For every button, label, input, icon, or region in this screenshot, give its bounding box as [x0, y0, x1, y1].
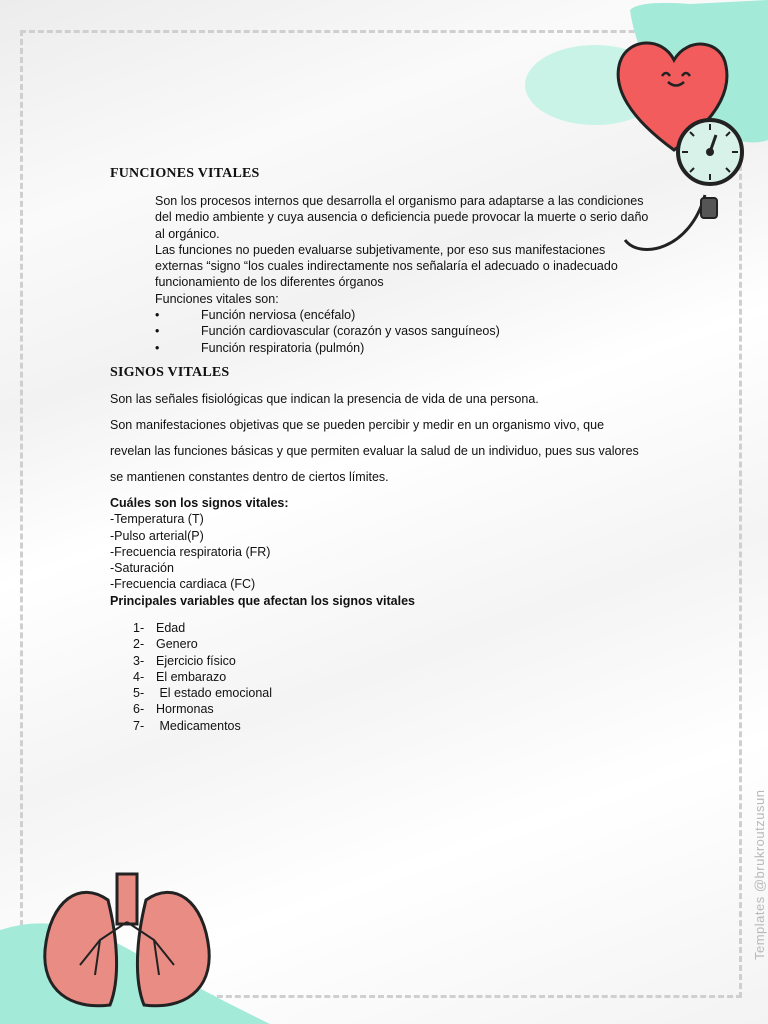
list-item: 5- El estado emocional	[133, 686, 273, 701]
list-item: 6- Hormonas	[133, 702, 214, 717]
funciones-body	[155, 193, 655, 356]
funciones-definition: Son los procesos internos que desarrolla el organismo para adaptarse a las condiciones del medio ambiente y cuya ausencia o deficiencia puede provocar la muerte o serio daño al orgánico.	[155, 194, 649, 241]
variables-heading: Principales variables que afectan los signos vitales	[110, 593, 415, 608]
list-item: -Pulso arterial(P)	[110, 528, 204, 543]
variables-list	[133, 620, 272, 734]
signos-list-block	[110, 495, 670, 609]
signos-description-line-3: se mantienen constantes dentro de ciertos límites.	[110, 470, 389, 484]
list-item: -Saturación	[110, 561, 174, 576]
list-item: -Frecuencia cardiaca (FC)	[110, 577, 256, 592]
list-item: 3- Ejercicio físico	[133, 653, 236, 668]
signos-definition: Son las señales fisiológicas que indican la presencia de vida de una persona.	[110, 392, 539, 406]
funciones-list-intro: Funciones vitales son:	[155, 291, 279, 306]
funciones-evaluation: Las funciones no pueden evaluarse subjetivamente, por eso sus manifestaciones externas “signo “los cuales indirectamente nos señalaría el adecuado o inadecuado funcionamiento de los diferentes órganos	[155, 242, 618, 290]
left-lung	[45, 892, 117, 1005]
signos-description-line-1: Son manifestaciones objetivas que se pueden percibir y medir en un organismo vivo, que	[110, 418, 605, 432]
template-watermark: Templates @brukroutzusun	[752, 789, 767, 960]
list-item: 2- Genero	[133, 637, 198, 652]
section-title-funciones: FUNCIONES VITALES	[110, 166, 260, 181]
list-item: -Frecuencia respiratoria (FR)	[110, 544, 271, 559]
signos-heading: Cuáles son los signos vitales:	[110, 496, 289, 510]
list-item: • Función nerviosa (encéfalo)	[155, 307, 655, 323]
list-item: • Función respiratoria (pulmón)	[155, 340, 655, 356]
trachea	[117, 874, 137, 924]
signos-description-line-2: revelan las funciones básicas y que permiten evaluar la salud de un individuo, pues sus valores	[110, 444, 639, 458]
right-lung	[137, 892, 209, 1005]
list-item: 7- Medicamentos	[133, 718, 241, 733]
list-item: • Función cardiovascular (corazón y vasos sanguíneos)	[155, 323, 655, 339]
mint-blob-bottom	[0, 923, 270, 1024]
list-item: 1- Edad	[133, 621, 186, 635]
list-item: 4- El embarazo	[133, 669, 227, 684]
section-title-signos: SIGNOS VITALES	[110, 365, 230, 380]
funciones-list	[155, 307, 655, 356]
lungs-icon	[0, 860, 270, 1024]
list-item: -Temperatura (T)	[110, 512, 204, 527]
